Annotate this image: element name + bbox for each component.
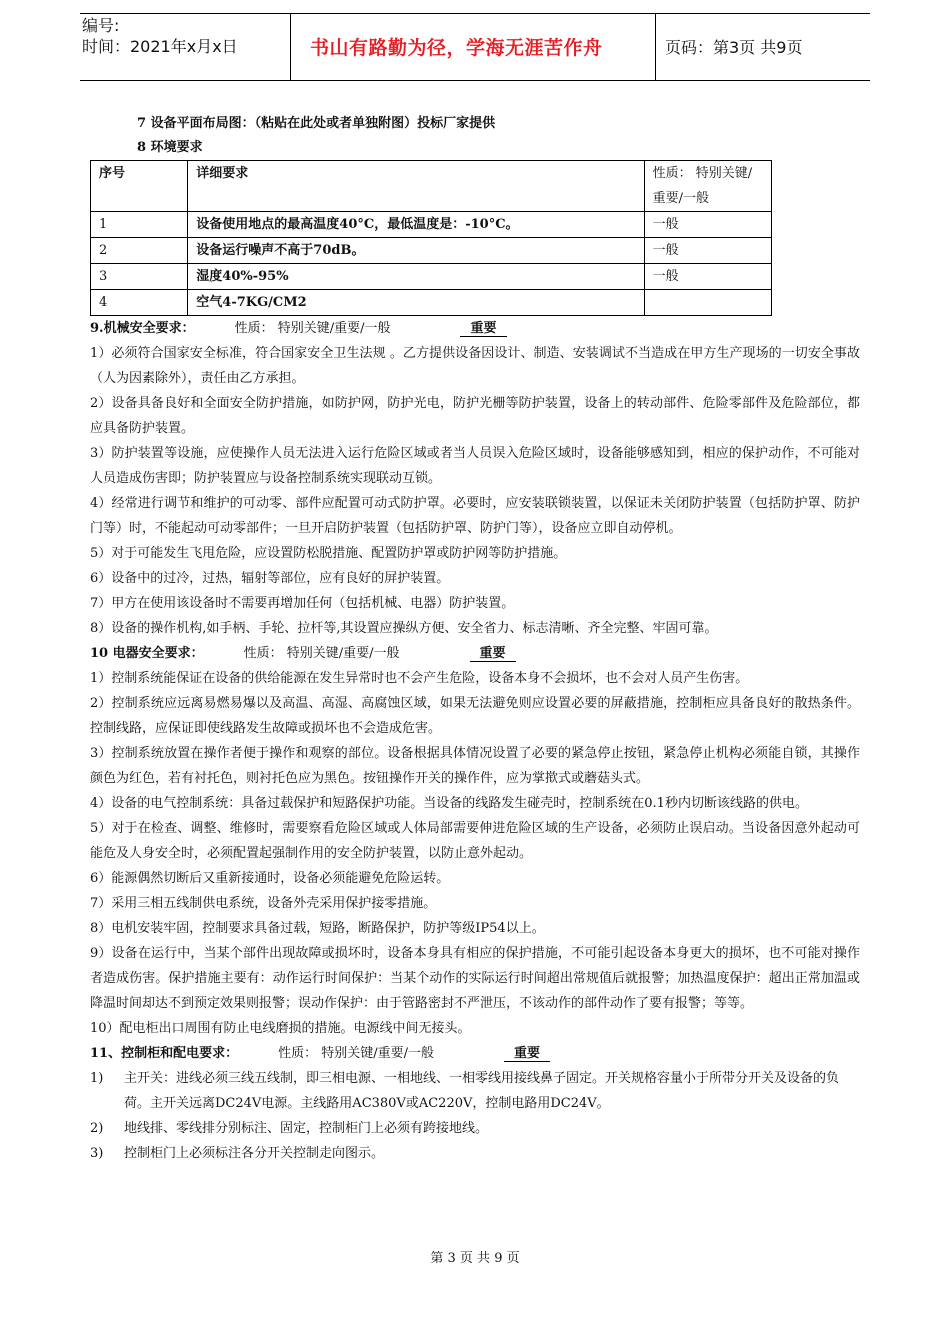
page-footer: 第 3 页 共 9 页 bbox=[430, 1251, 520, 1266]
list-item: 7）采用三相五线制供电系统，设备外壳采用保护接零措施。 bbox=[90, 896, 437, 911]
list-item: 4）设备的电气控制系统：具备过载保护和短路保护功能。当设备的线路发生碰壳时，控制系统在0.1秒内切断该线路的供电。 bbox=[90, 796, 808, 811]
list-item: 7）甲方在使用该设备时不需要再增加任何（包括机械、电器）防护装置。 bbox=[90, 596, 515, 611]
section-10-property: 性质： 特别关键/重要/一般 bbox=[243, 646, 400, 661]
section-8-title: 8 环境要求 bbox=[137, 140, 203, 155]
list-item: 8）设备的操作机构,如手柄、手轮、拉杆等,其设置应操纵方便、安全省力、标志清晰、齐全完整、牢固可靠。 bbox=[90, 621, 718, 636]
doc-date: 时间：2021年x月x日 bbox=[82, 37, 238, 56]
section-11-heading bbox=[90, 1041, 860, 1066]
document-body bbox=[90, 112, 860, 1166]
list-item-text: 控制柜门上必须标注各分开关控制走向图示。 bbox=[124, 1146, 385, 1161]
table-cell-req: 空气4-7KG/CM2 bbox=[188, 290, 644, 316]
header-top-rule bbox=[80, 13, 870, 14]
list-item: 5）对于可能发生飞甩危险，应设置防松脱措施、配置防护罩或防护网等防护措施。 bbox=[90, 546, 567, 561]
table-row bbox=[91, 238, 772, 264]
section-10-title: 10 电器安全要求： bbox=[90, 646, 204, 661]
list-item: 9）设备在运行中，当某个部件出现故障或损坏时，设备本身具有相应的保护措施，不可能引起设备本身更大的损坏，也不可能对操作者造成伤害。保护措施主要有：动作运行时间保护：当某个动作的实际运行时间超出常规值后就报警；加热温度保护：超出正常加温或降温时间却达不到预定效果则报警；误动作保护：由于管路密封不严泄压，不该动作的部件动作了要有报警；等等。 bbox=[90, 946, 860, 1011]
section-10-heading bbox=[90, 641, 860, 666]
section-11-property: 性质： 特别关键/重要/一般 bbox=[278, 1046, 434, 1061]
header-divider bbox=[655, 13, 656, 81]
section-7-title: 7 设备平面布局图：（粘贴在此处或者单独附图）投标厂家提供 bbox=[137, 116, 496, 131]
section-9-title: 9.机械安全要求： bbox=[90, 321, 195, 336]
list-item: 10）配电柜出口周围有防止电线磨损的措施。电源线中间无接头。 bbox=[90, 1021, 471, 1036]
list-item: 3）防护装置等设施，应使操作人员无法进入运行危险区域或者当人员误入危险区域时，设备能够感知到，相应的保护动作，不可能对人员造成伤害即；防护装置应与设备控制系统实现联动互锁。 bbox=[90, 446, 860, 486]
table-cell-req: 湿度40%-95% bbox=[188, 264, 644, 290]
list-item: 6）能源偶然切断后又重新接通时，设备必须能避免危险运转。 bbox=[90, 871, 450, 886]
list-item-number: 3) bbox=[90, 1146, 104, 1161]
list-item: 6）设备中的过冷，过热，辐射等部位，应有良好的屏护装置。 bbox=[90, 571, 450, 586]
table-cell-no: 1 bbox=[91, 212, 188, 238]
header-divider bbox=[290, 13, 291, 81]
table-cell-req: 设备运行噪声不高于70dB。 bbox=[188, 238, 644, 264]
table-cell-prop: 一般 bbox=[644, 264, 771, 290]
table-header-cell: 详细要求 bbox=[188, 161, 644, 212]
table-cell-req: 设备使用地点的最高温度40°C，最低温度是：-10°C。 bbox=[188, 212, 644, 238]
table-cell-prop: 一般 bbox=[644, 212, 771, 238]
table-header-cell: 序号 bbox=[91, 161, 188, 212]
table-cell-prop bbox=[644, 290, 771, 316]
table-row bbox=[91, 264, 772, 290]
header-bottom-rule bbox=[80, 80, 870, 81]
table-header-row bbox=[91, 161, 772, 212]
table-row bbox=[91, 212, 772, 238]
header-left-block bbox=[82, 15, 238, 57]
list-item: 1）控制系统能保证在设备的供给能源在发生异常时也不会产生危险，设备本身不会损坏，也不会对人员产生伤害。 bbox=[90, 671, 749, 686]
list-item: 8）电机安装牢固，控制要求具备过载，短路，断路保护，防护等级IP54以上。 bbox=[90, 921, 545, 936]
table-cell-no: 3 bbox=[91, 264, 188, 290]
list-item: 1）必须符合国家安全标准，符合国家安全卫生法规 。乙方提供设备因设计、制造、安装调试不当造成在甲方生产现场的一切安全事故（人为因素除外），责任由乙方承担。 bbox=[90, 346, 860, 386]
table-cell-no: 4 bbox=[91, 290, 188, 316]
list-item-number: 2) bbox=[90, 1121, 104, 1136]
header-motto: 书山有路勤为径，学海无涯苦作舟 bbox=[310, 37, 603, 59]
list-item bbox=[90, 1116, 860, 1141]
list-item-number: 1) bbox=[90, 1071, 104, 1086]
environment-table bbox=[90, 160, 772, 316]
list-item-text: 地线排、零线排分别标注、固定，控制柜门上必须有跨接地线。 bbox=[124, 1121, 489, 1136]
list-item: 2）控制系统应远离易燃易爆以及高温、高湿、高腐蚀区域，如果无法避免则应设置必要的屏蔽措施，控制柜应具备良好的散热条件。控制线路，应保证即使线路发生故障或损坏也不会造成危害。 bbox=[90, 696, 860, 736]
table-cell-prop: 一般 bbox=[644, 238, 771, 264]
section-9-heading bbox=[90, 316, 860, 341]
table-row bbox=[91, 290, 772, 316]
section-11-level: 重要 bbox=[504, 1046, 550, 1062]
doc-code-label: 编号: bbox=[82, 16, 120, 35]
section-9-property: 性质： 特别关键/重要/一般 bbox=[234, 321, 391, 336]
list-item: 2）设备具备良好和全面安全防护措施，如防护网，防护光电，防护光栅等防护装置，设备上的转动部件、危险零部件及危险部位，都应具备防护装置。 bbox=[90, 396, 860, 436]
section-9-level: 重要 bbox=[460, 321, 506, 337]
page-header bbox=[80, 13, 870, 81]
table-header-cell: 性质： 特别关键/重要/一般 bbox=[644, 161, 771, 212]
list-item: 5）对于在检查、调整、维修时，需要察看危险区域或人体局部需要伸进危险区域的生产设备，必须防止误启动。当设备因意外起动可能危及人身安全时，必须配置起强制作用的安全防护装置，以防止意外起动。 bbox=[90, 821, 860, 861]
list-item-text: 主开关：进线必须三线五线制，即三相电源、一相地线、一相零线用接线鼻子固定。开关规格容量小于所带分开关及设备的负荷。主开关远离DC24V电源。主线路用AC380V或AC220V，控制电路用DC24V。 bbox=[124, 1071, 840, 1111]
table-cell-no: 2 bbox=[91, 238, 188, 264]
section-10-level: 重要 bbox=[470, 646, 516, 662]
list-item: 4）经常进行调节和维护的可动零、部件应配置可动式防护罩。必要时，应安装联锁装置，以保证未关闭防护装置（包括防护罩、防护门等）时，不能起动可动零部件；一旦开启防护装置（包括防护罩、防护门等），设备应立即自动停机。 bbox=[90, 496, 860, 536]
list-item: 3）控制系统放置在操作者便于操作和观察的部位。设备根据具体情况设置了必要的紧急停止按钮，紧急停止机构必须能自锁，其操作颜色为红色，若有衬托色，则衬托色应为黑色。按钮操作开关的操作件，应为掌揿式或蘑菇头式。 bbox=[90, 746, 860, 786]
list-item bbox=[90, 1141, 860, 1166]
list-item bbox=[90, 1066, 860, 1116]
header-page-code: 页码：第3页 共9页 bbox=[665, 38, 803, 57]
section-11-title: 11、控制柜和配电要求： bbox=[90, 1046, 239, 1061]
